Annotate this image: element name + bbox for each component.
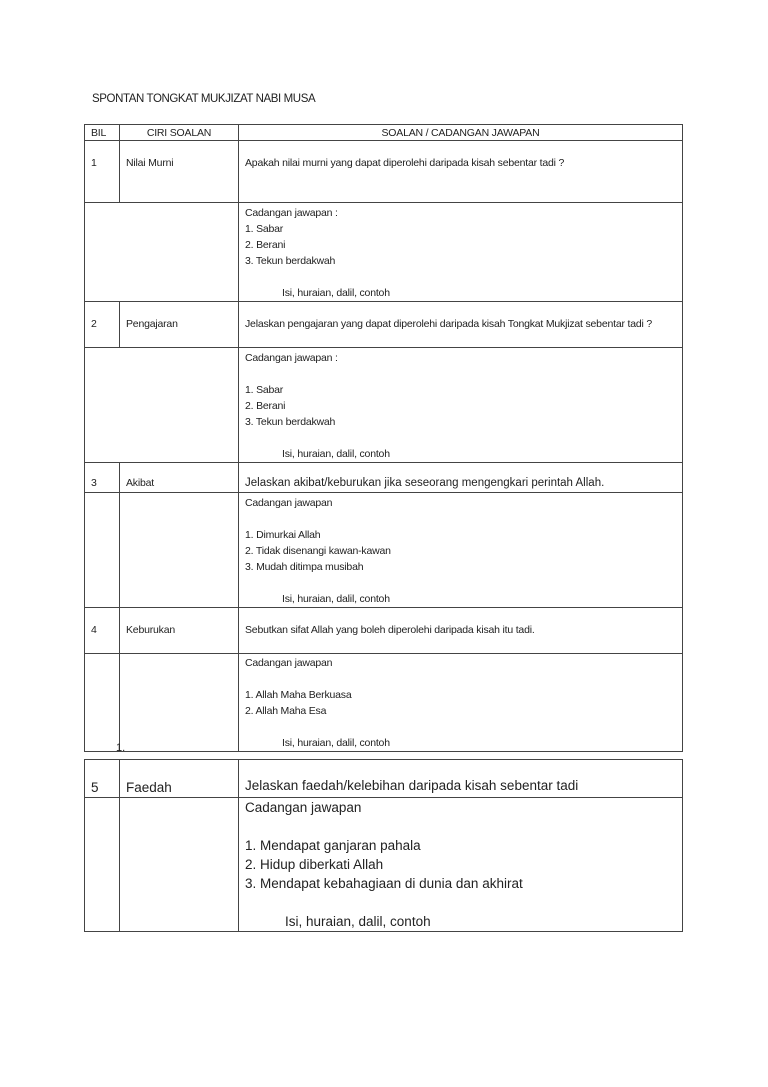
answer-cell (239, 493, 683, 608)
table-row (85, 608, 683, 654)
table-row (85, 302, 683, 348)
answer-row (85, 203, 683, 302)
row-category: Keburukan (120, 608, 239, 654)
second-table (84, 759, 683, 932)
row-number: 3 (85, 463, 120, 493)
answer-item: 3. Mendapat kebahagiaan di dunia dan akhirat (245, 876, 523, 891)
header-bil: BIL (85, 125, 120, 141)
stray-list-number: 1. (116, 742, 126, 754)
header-ciri: CIRI SOALAN (120, 125, 239, 141)
row-category: Faedah (120, 760, 239, 798)
row-category: Nilai Murni (120, 141, 239, 203)
answer-note: Isi, huraian, dalil, contoh (282, 593, 390, 605)
answer-cell (239, 203, 683, 302)
answer-item: 2. Allah Maha Esa (245, 705, 327, 717)
answer-title: Cadangan jawapan : (245, 207, 338, 219)
answer-cell (239, 654, 683, 752)
answer-item: 1. Allah Maha Berkuasa (245, 689, 352, 701)
answer-item: 2. Hidup diberkati Allah (245, 857, 384, 872)
table-header-row (85, 125, 683, 141)
answer-item: 2. Berani (245, 239, 286, 251)
answer-item: 1. Mendapat ganjaran pahala (245, 838, 421, 853)
document-title: SPONTAN TONGKAT MUKJIZAT NABI MUSA (92, 93, 316, 105)
answer-note: Isi, huraian, dalil, contoh (282, 448, 390, 460)
answer-row (85, 348, 683, 463)
header-soalan: SOALAN / CADANGAN JAWAPAN (239, 125, 683, 141)
answer-item: 1. Sabar (245, 223, 284, 235)
answer-note: Isi, huraian, dalil, contoh (285, 914, 431, 929)
table-row (85, 141, 683, 203)
answer-item: 3. Mudah ditimpa musibah (245, 561, 364, 573)
row-number: 1 (85, 141, 120, 203)
row-category: Akibat (120, 463, 239, 493)
row-question: Jelaskan akibat/keburukan jika seseorang mengengkari perintah Allah. (239, 463, 683, 493)
answer-title: Cadangan jawapan (245, 800, 362, 815)
row-number: 4 (85, 608, 120, 654)
answer-item: 2. Tidak disenangi kawan-kawan (245, 545, 391, 557)
answer-row (85, 493, 683, 608)
answer-row (85, 654, 683, 752)
answer-row (85, 798, 683, 932)
answer-note: Isi, huraian, dalil, contoh (282, 287, 390, 299)
answer-title: Cadangan jawapan (245, 497, 333, 509)
row-question: Sebutkan sifat Allah yang boleh diperolehi daripada kisah itu tadi. (239, 608, 683, 654)
row-category: Pengajaran (120, 302, 239, 348)
table-row (85, 760, 683, 798)
answer-title: Cadangan jawapan : (245, 352, 338, 364)
row-question: Apakah nilai murni yang dapat diperolehi daripada kisah sebentar tadi ? (239, 141, 683, 203)
answer-item: 3. Tekun berdakwah (245, 416, 336, 428)
answer-title: Cadangan jawapan (245, 657, 333, 669)
answer-cell (239, 348, 683, 463)
row-number: 5 (85, 760, 120, 798)
answer-item: 3. Tekun berdakwah (245, 255, 336, 267)
answer-note: Isi, huraian, dalil, contoh (282, 737, 390, 749)
table-row (85, 463, 683, 493)
answer-item: 1. Sabar (245, 384, 284, 396)
answer-item: 2. Berani (245, 400, 286, 412)
main-table (84, 124, 683, 752)
answer-item: 1. Dimurkai Allah (245, 529, 321, 541)
row-question: Jelaskan pengajaran yang dapat diperolehi daripada kisah Tongkat Mukjizat sebentar tadi ? (239, 302, 683, 348)
row-question: Jelaskan faedah/kelebihan daripada kisah sebentar tadi (239, 760, 683, 798)
answer-cell (239, 798, 683, 932)
row-number: 2 (85, 302, 120, 348)
